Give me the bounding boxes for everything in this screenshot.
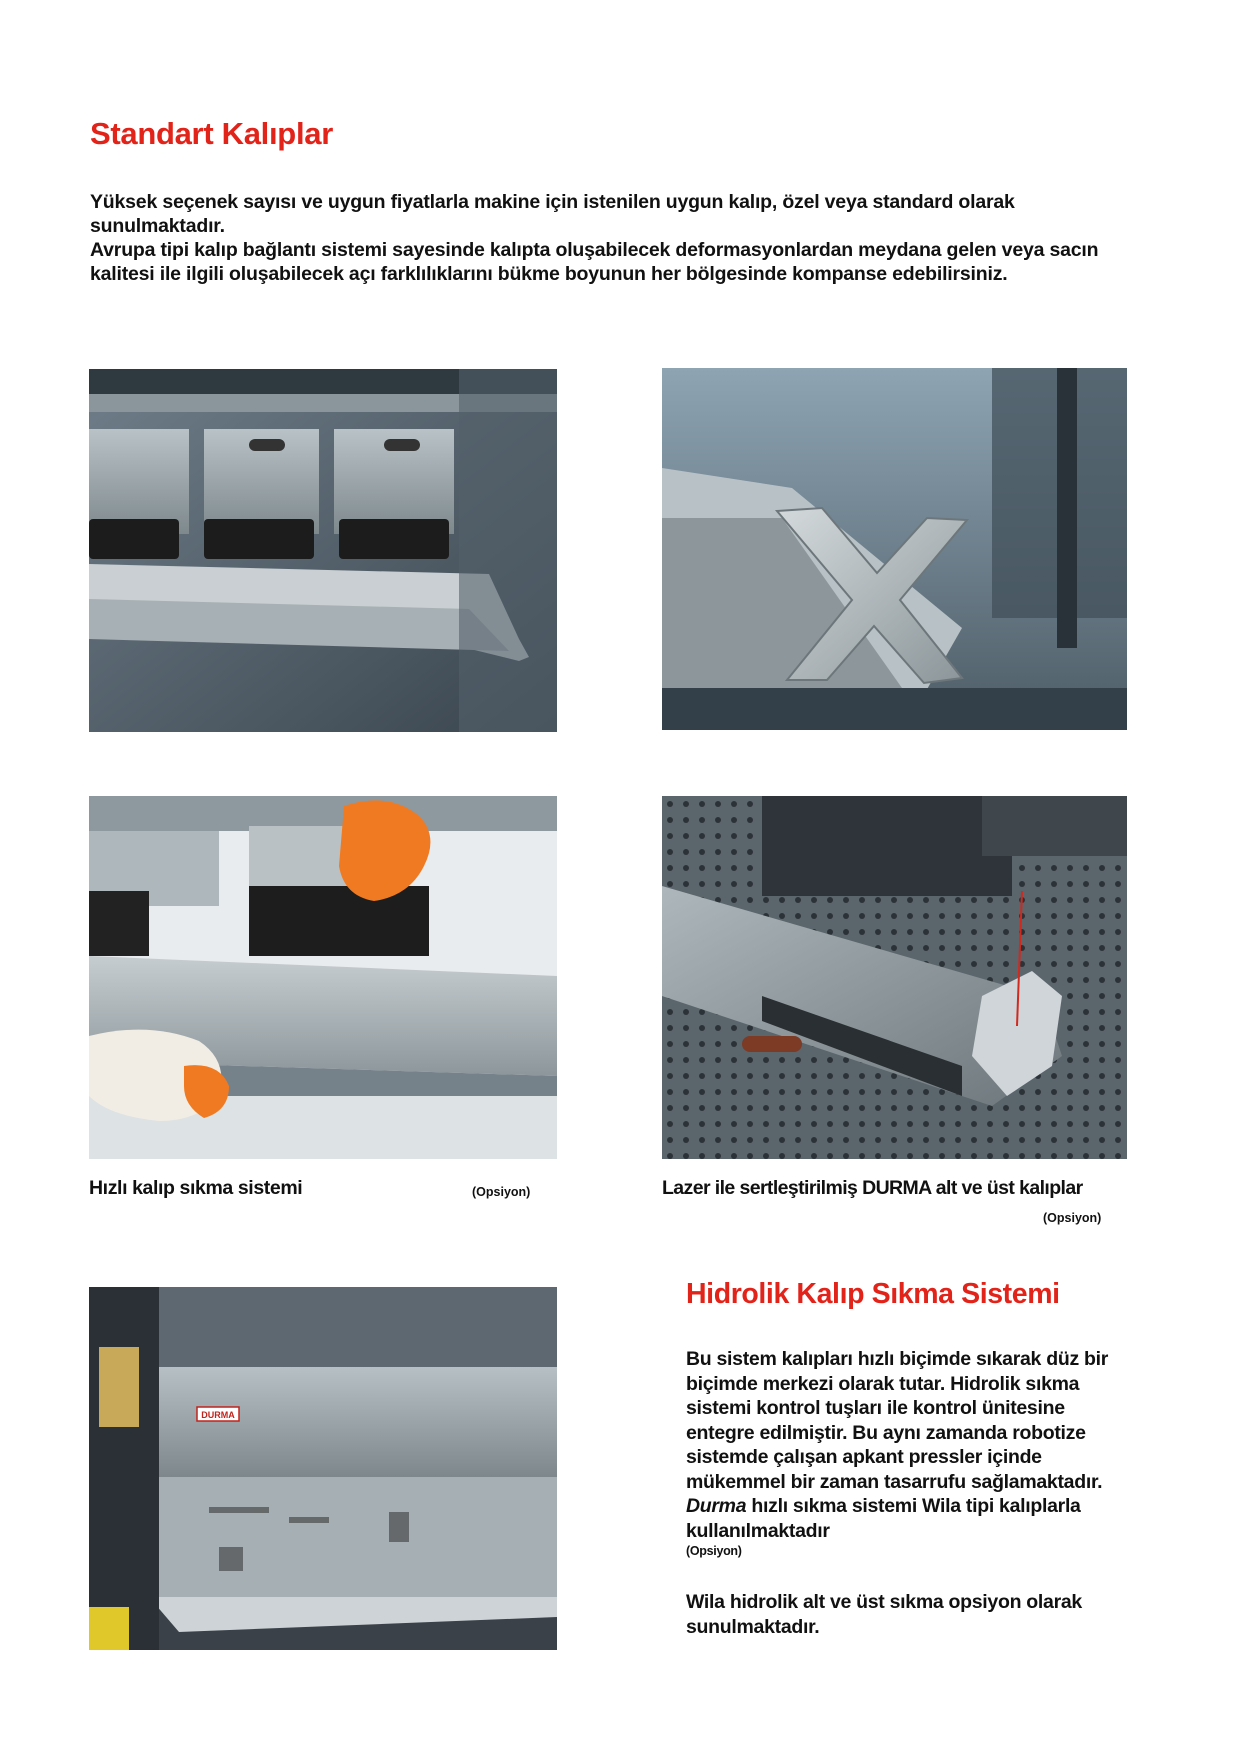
caption-quick-clamp: Hızlı kalıp sıkma sistemi <box>89 1177 303 1199</box>
laser-hardened-die-photo <box>662 796 1127 1159</box>
hydraulic-clamp-paragraph-2: Wila hidrolik alt ve üst sıkma opsiyon olarak sunulmaktadır. <box>686 1591 1082 1638</box>
paragraph-text-part-2: hızlı sıkma sistemi Wila tipi kalıplarla kullanılmaktadır <box>686 1495 1081 1542</box>
intro-text <box>90 190 1140 286</box>
upper-tool-clamps-photo <box>89 369 557 732</box>
hydraulic-clamp-title: Hidrolik Kalıp Sıkma Sistemi <box>686 1278 1060 1310</box>
caption-laser-die-option: (Opsiyon) <box>1043 1211 1102 1225</box>
quick-clamp-hands-photo <box>89 796 557 1159</box>
brand-name: Durma <box>686 1495 747 1517</box>
durma-logo-text: DURMA <box>201 1410 235 1420</box>
hydraulic-clamp-photo <box>89 1287 557 1650</box>
x-shaped-die-photo <box>662 368 1127 730</box>
caption-quick-clamp-option: (Opsiyon) <box>472 1185 531 1199</box>
intro-paragraph-1: Yüksek seçenek sayısı ve uygun fiyatlarla makine için istenilen uygun kalıp, özel veya standard olarak sunulmaktadır. <box>90 191 1015 237</box>
hydraulic-clamp-paragraph-1 <box>686 1347 1126 1543</box>
paragraph-text-part-1: Bu sistem kalıpları hızlı biçimde sıkarak düz bir biçimde merkezi olarak tutar. Hidrolik sıkma sistemi kontrol tuşları ile kontrol ünitesine entegre edilmiştir. Bu aynı zamanda robotize sistemde çalışan apkant pressler içinde mükemmel bir zaman tasarrufu sağlamaktadır. <box>686 1348 1109 1493</box>
section-title: Standart Kalıplar <box>90 116 333 151</box>
intro-paragraph-2: Avrupa tipi kalıp bağlantı sistemi sayesinde kalıpta oluşabilecek deformasyonlardan meydana gelen veya sacın kalitesi ile ilgili oluşabilecek açı farklılıklarını bükme boyunun her bölgesinde kompanse edebilirsiniz. <box>90 239 1099 285</box>
hydraulic-clamp-text <box>686 1347 1126 1639</box>
hydraulic-clamp-option: (Opsiyon) <box>686 1544 742 1558</box>
caption-laser-die: Lazer ile sertleştirilmiş DURMA alt ve üst kalıplar <box>662 1177 1083 1199</box>
